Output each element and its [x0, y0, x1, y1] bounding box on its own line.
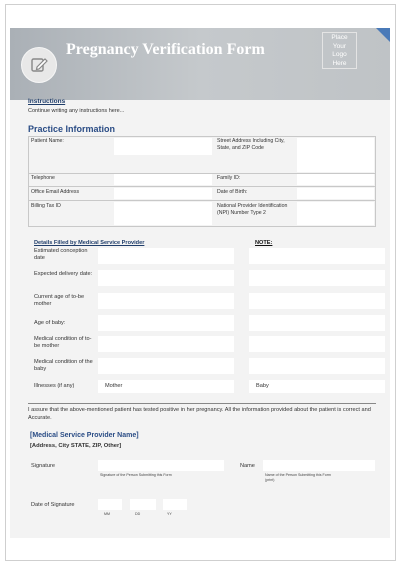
illness-mother-field[interactable]: [98, 380, 234, 393]
illness-baby-field[interactable]: [249, 380, 385, 393]
divider: [28, 200, 376, 201]
edit-icon: [21, 47, 57, 83]
date-month-caption: MM: [104, 512, 110, 516]
baby-condition-label: Medical condition of the baby: [34, 359, 93, 373]
divider: [375, 136, 376, 226]
mother-age-note[interactable]: [249, 293, 385, 309]
date-year-field[interactable]: [163, 499, 187, 510]
conception-date-note[interactable]: [249, 248, 385, 264]
illness-baby-text: Baby: [256, 383, 269, 389]
conception-date-label: Estimated conception date: [34, 248, 88, 262]
billing-tax-id-field[interactable]: [114, 202, 212, 225]
telephone-label: Telephone: [31, 175, 55, 181]
form-title: Pregnancy Verification Form: [66, 41, 265, 58]
signature-label: Signature: [31, 463, 55, 469]
npi-number-field[interactable]: [297, 202, 374, 225]
billing-tax-id-label: Billing Tax ID: [31, 203, 61, 209]
telephone-field[interactable]: [114, 174, 212, 185]
divider: [28, 226, 376, 227]
logo-placeholder[interactable]: [322, 32, 357, 69]
date-of-birth-field[interactable]: [297, 188, 374, 199]
office-email-field[interactable]: [114, 188, 212, 199]
name-caption: Name of the Person Submitting this Form (print): [265, 473, 331, 482]
instructions-text: Continue writing any instructions here...: [28, 108, 125, 114]
verification-statement: I assure that the above-mentioned patient has tested positive in her pregnancy. All the information provided about the patient is correct and Accurate.: [28, 407, 371, 421]
baby-age-label: Age of baby:: [34, 320, 66, 326]
divider: [28, 136, 376, 137]
name-label: Name: [240, 463, 255, 469]
baby-age-note[interactable]: [249, 315, 385, 331]
signature-field[interactable]: [98, 460, 224, 471]
name-field[interactable]: [263, 460, 375, 471]
mother-condition-label: Medical condition of to-be mother: [34, 336, 92, 350]
date-of-signature-label: Date of Signature: [31, 502, 75, 508]
divider: [28, 186, 376, 187]
mother-age-label: Current age of to-be mother: [34, 294, 85, 308]
date-year-caption: YY: [167, 512, 172, 516]
divider: [28, 136, 29, 226]
note-heading: NOTE:: [255, 240, 273, 246]
office-email-label: Office Email Address: [31, 189, 80, 195]
baby-age-field[interactable]: [98, 315, 234, 331]
illness-mother-text: Mother: [105, 383, 123, 389]
divider: [28, 403, 376, 404]
family-id-field[interactable]: [297, 174, 374, 185]
delivery-date-note[interactable]: [249, 270, 385, 286]
date-month-field[interactable]: [98, 499, 122, 510]
street-address-label: Street Address Including City, State, and ZIP Code: [217, 138, 285, 151]
mother-condition-note[interactable]: [249, 336, 385, 352]
conception-date-field[interactable]: [98, 248, 234, 264]
details-heading: Details Filled by Medical Service Provider: [34, 240, 145, 246]
signature-caption: Signature of the Person Submitting this Form: [100, 473, 172, 477]
illnesses-label: Illnesses (if any): [34, 383, 75, 389]
practice-heading: Practice Information: [28, 124, 116, 134]
patient-name-label: Patient Name:: [31, 138, 64, 144]
instructions-title: Instructions: [28, 98, 66, 105]
street-address-field[interactable]: [297, 138, 374, 172]
banner-corner-accent: [376, 28, 390, 42]
date-of-birth-label: Date of Birth:: [217, 189, 248, 195]
provider-name: [Medical Service Provider Name]: [30, 432, 139, 439]
provider-address: [Address, City STATE, ZIP, Other]: [30, 443, 122, 449]
date-day-caption: DD: [135, 512, 141, 516]
family-id-label: Family ID:: [217, 175, 241, 181]
date-day-field[interactable]: [130, 499, 156, 510]
baby-condition-note[interactable]: [249, 358, 385, 374]
npi-number-label: National Provider Identification (NPI) Number Type 2: [217, 203, 288, 216]
baby-condition-field[interactable]: [98, 358, 234, 374]
mother-age-field[interactable]: [98, 293, 234, 309]
logo-placeholder-text: Place Your Logo Here: [331, 34, 348, 67]
delivery-date-field[interactable]: [98, 270, 234, 286]
delivery-date-label: Expected delivery date:: [34, 271, 93, 277]
mother-condition-field[interactable]: [98, 336, 234, 352]
patient-name-field[interactable]: [114, 138, 212, 155]
